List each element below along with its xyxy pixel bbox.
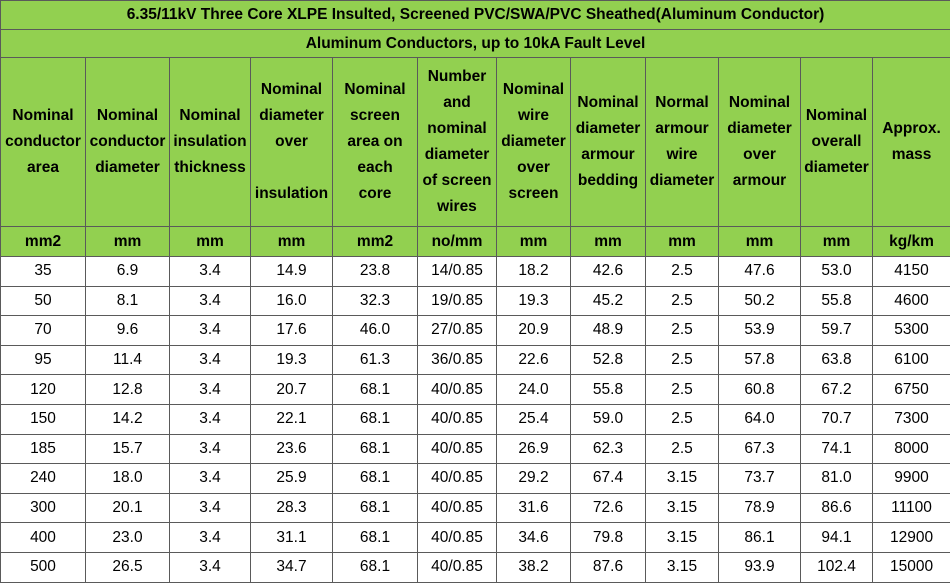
table-cell: 36/0.85 [418,345,497,375]
table-cell: 87.6 [571,552,646,582]
unit-cell: mm [719,227,801,257]
table-cell: 68.1 [333,464,418,494]
table-cell: 500 [1,552,86,582]
table-cell: 95 [1,345,86,375]
table-cell: 40/0.85 [418,493,497,523]
table-cell: 23.0 [86,523,170,553]
table-cell: 34.7 [251,552,333,582]
table-cell: 9900 [873,464,950,494]
table-cell: 3.4 [170,345,251,375]
table-cell: 8000 [873,434,950,464]
table-cell: 19.3 [251,345,333,375]
unit-cell: mm2 [1,227,86,257]
table-cell: 3.4 [170,286,251,316]
table-cell: 57.8 [719,345,801,375]
table-cell: 28.3 [251,493,333,523]
column-header [170,58,251,227]
table-cell: 5300 [873,316,950,346]
table-row [1,345,950,375]
table-cell: 60.8 [719,375,801,405]
table-cell: 40/0.85 [418,552,497,582]
column-header-line: wire [517,107,549,124]
table-cell: 6750 [873,375,950,405]
column-header-line: Nominal [12,107,74,124]
table-cell: 94.1 [801,523,873,553]
column-header-line: Nominal [96,107,159,124]
column-header-line: Approx. [882,120,941,137]
column-header-line: diameter [259,107,324,124]
table-cell: 300 [1,493,86,523]
table-cell: 53.0 [801,257,873,287]
column-header-line: diameter [727,120,792,137]
column-header-line: Nominal [577,94,639,111]
table-cell: 3.4 [170,523,251,553]
column-header-line: Nominal [502,81,565,98]
table-cell: 3.4 [170,493,251,523]
table-row [1,286,950,316]
table-cell: 6.9 [86,257,170,287]
table-cell: 34.6 [497,523,571,553]
table-cell: 14/0.85 [418,257,497,287]
table-cell: 150 [1,404,86,434]
column-header-line: core [358,185,392,202]
table-cell: 40/0.85 [418,464,497,494]
table-cell: 18.2 [497,257,571,287]
unit-cell: mm [170,227,251,257]
table-cell: 48.9 [571,316,646,346]
table-cell: 7300 [873,404,950,434]
column-header-line: over [517,159,550,176]
column-header-line: diameter [575,120,641,137]
table-cell: 16.0 [251,286,333,316]
subtitle-row [1,30,950,58]
table-cell: 29.2 [497,464,571,494]
column-header-line: Nominal [344,81,406,98]
table-cell: 86.6 [801,493,873,523]
table-cell: 68.1 [333,434,418,464]
unit-cell: mm [646,227,719,257]
table-row [1,434,950,464]
table-cell: 3.4 [170,434,251,464]
column-header-line: thickness [174,159,246,176]
table-cell: 26.9 [497,434,571,464]
table-cell: 32.3 [333,286,418,316]
table-cell: 22.1 [251,404,333,434]
table-cell: 2.5 [646,375,719,405]
table-cell: 79.8 [571,523,646,553]
table-cell: 68.1 [333,404,418,434]
table-cell: 240 [1,464,86,494]
table-cell: 42.6 [571,257,646,287]
table-cell: 27/0.85 [418,316,497,346]
table-cell: 45.2 [571,286,646,316]
table-cell: 70 [1,316,86,346]
column-header-line: of screen [422,172,492,189]
table-cell: 2.5 [646,345,719,375]
column-header-line: nominal [427,120,487,137]
table-cell: 2.5 [646,286,719,316]
column-header-line: Nominal [805,107,868,124]
table-cell: 55.8 [801,286,873,316]
table-cell: 53.9 [719,316,801,346]
table-cell: 31.1 [251,523,333,553]
table-cell: 59.7 [801,316,873,346]
column-header [801,58,873,227]
table-cell: 3.15 [646,493,719,523]
unit-cell: mm [571,227,646,257]
table-cell: 47.6 [719,257,801,287]
column-header-line: Nominal [728,94,791,111]
title-row [1,1,950,30]
table-cell: 17.6 [251,316,333,346]
table-cell: 11.4 [86,345,170,375]
table-cell: 11100 [873,493,950,523]
column-header-line: diameter [95,159,160,176]
table-cell: 26.5 [86,552,170,582]
table-cell: 3.4 [170,464,251,494]
table-cell: 3.4 [170,375,251,405]
table-row [1,375,950,405]
table-cell: 20.7 [251,375,333,405]
table-cell: 86.1 [719,523,801,553]
table-cell: 12900 [873,523,950,553]
table-cell: 50 [1,286,86,316]
table-cell: 68.1 [333,523,418,553]
table-cell: 59.0 [571,404,646,434]
table-cell: 68.1 [333,552,418,582]
table-cell: 73.7 [719,464,801,494]
table-cell: 64.0 [719,404,801,434]
table-cell: 72.6 [571,493,646,523]
column-header [418,58,497,227]
column-header-line: Nominal [260,81,323,98]
column-header [251,58,333,227]
column-header-line: Nominal [179,107,241,124]
column-header-line: conductor [5,133,81,150]
table-row [1,523,950,553]
table-cell: 40/0.85 [418,523,497,553]
table-cell: 55.8 [571,375,646,405]
table-cell: 19/0.85 [418,286,497,316]
table-cell: 15.7 [86,434,170,464]
column-header [646,58,719,227]
column-header-line: wire [666,146,698,163]
column-header [497,58,571,227]
column-header-line: conductor [89,133,166,150]
table-cell: 6100 [873,345,950,375]
table-cell: 3.4 [170,404,251,434]
column-header-line: diameter [501,133,566,150]
table-cell: 102.4 [801,552,873,582]
table-cell: 2.5 [646,434,719,464]
table-cell: 40/0.85 [418,375,497,405]
column-header-line: over [743,146,776,163]
table-cell: 74.1 [801,434,873,464]
table-row [1,552,950,582]
column-header-line: insulation [254,185,329,202]
table-cell: 38.2 [497,552,571,582]
table-cell: 61.3 [333,345,418,375]
unit-cell: no/mm [418,227,497,257]
table-cell: 68.1 [333,375,418,405]
table-row [1,464,950,494]
table-row [1,404,950,434]
column-header-line: area on [347,133,403,150]
table-cell: 120 [1,375,86,405]
table-cell: 25.4 [497,404,571,434]
table-cell: 4600 [873,286,950,316]
table-cell: 50.2 [719,286,801,316]
table-cell: 23.8 [333,257,418,287]
table-cell: 19.3 [497,286,571,316]
table-cell: 20.9 [497,316,571,346]
column-header [333,58,418,227]
table-cell: 22.6 [497,345,571,375]
column-header-line: diameter [804,159,869,176]
table-cell: 31.6 [497,493,571,523]
table-cell: 40/0.85 [418,434,497,464]
table-cell: 24.0 [497,375,571,405]
column-header [719,58,801,227]
unit-cell: mm [497,227,571,257]
column-header-line: bedding [577,172,639,189]
column-header-line: overall [811,133,862,150]
table-cell: 81.0 [801,464,873,494]
column-header-line: Number [427,68,487,85]
unit-cell: mm [251,227,333,257]
column-header-line: and [443,94,471,111]
table-cell: 93.9 [719,552,801,582]
table-cell: 14.2 [86,404,170,434]
unit-cell: kg/km [873,227,950,257]
column-header-line: diameter [649,172,715,189]
table-cell: 20.1 [86,493,170,523]
column-header-line: armour [581,146,635,163]
table-cell: 3.4 [170,552,251,582]
column-header-line: armour [732,172,787,189]
column-header-line: mass [891,146,932,163]
table-cell: 3.15 [646,464,719,494]
column-header-line [251,155,332,181]
table-cell: 185 [1,434,86,464]
table-cell: 4150 [873,257,950,287]
table-cell: 52.8 [571,345,646,375]
column-header [86,58,170,227]
table-cell: 67.2 [801,375,873,405]
column-header-line: diameter [424,146,490,163]
table-cell: 9.6 [86,316,170,346]
unit-cell: mm [801,227,873,257]
table-row [1,257,950,287]
column-header [571,58,646,227]
table-cell: 14.9 [251,257,333,287]
table-cell: 25.9 [251,464,333,494]
table-cell: 15000 [873,552,950,582]
table-cell: 23.6 [251,434,333,464]
column-header-line: wires [437,198,477,215]
table-cell: 3.4 [170,316,251,346]
table-cell: 3.4 [170,257,251,287]
table-cell: 67.3 [719,434,801,464]
table-cell: 400 [1,523,86,553]
table-cell: 3.15 [646,523,719,553]
table-cell: 67.4 [571,464,646,494]
table-cell: 46.0 [333,316,418,346]
column-header-line: screen [508,185,559,202]
column-header-line: over [275,133,308,150]
column-header-line: area [27,159,59,176]
table-cell: 70.7 [801,404,873,434]
column-header-row [1,58,950,227]
column-header [873,58,950,227]
table-cell: 8.1 [86,286,170,316]
table-cell: 63.8 [801,345,873,375]
unit-row [1,227,950,257]
table-cell: 68.1 [333,493,418,523]
table-cell: 18.0 [86,464,170,494]
column-header-line: Normal [655,94,709,111]
table-cell: 2.5 [646,404,719,434]
table-cell: 3.15 [646,552,719,582]
unit-cell: mm2 [333,227,418,257]
table-cell: 40/0.85 [418,404,497,434]
column-header-line: armour [655,120,709,137]
column-header [1,58,86,227]
table-cell: 35 [1,257,86,287]
table-cell: 12.8 [86,375,170,405]
table-cell: 2.5 [646,257,719,287]
table-cell: 2.5 [646,316,719,346]
table-cell: 78.9 [719,493,801,523]
table-row [1,493,950,523]
unit-cell: mm [86,227,170,257]
table-title: 6.35/11kV Three Core XLPE Insulted, Screened PVC/SWA/PVC Sheathed(Aluminum Conductor) [1,1,950,30]
column-header-line: insulation [173,133,247,150]
table-subtitle: Aluminum Conductors, up to 10kA Fault Level [1,30,950,58]
table-cell: 62.3 [571,434,646,464]
column-header-line: screen [350,107,400,124]
table-row [1,316,950,346]
column-header-line: each [357,159,393,176]
